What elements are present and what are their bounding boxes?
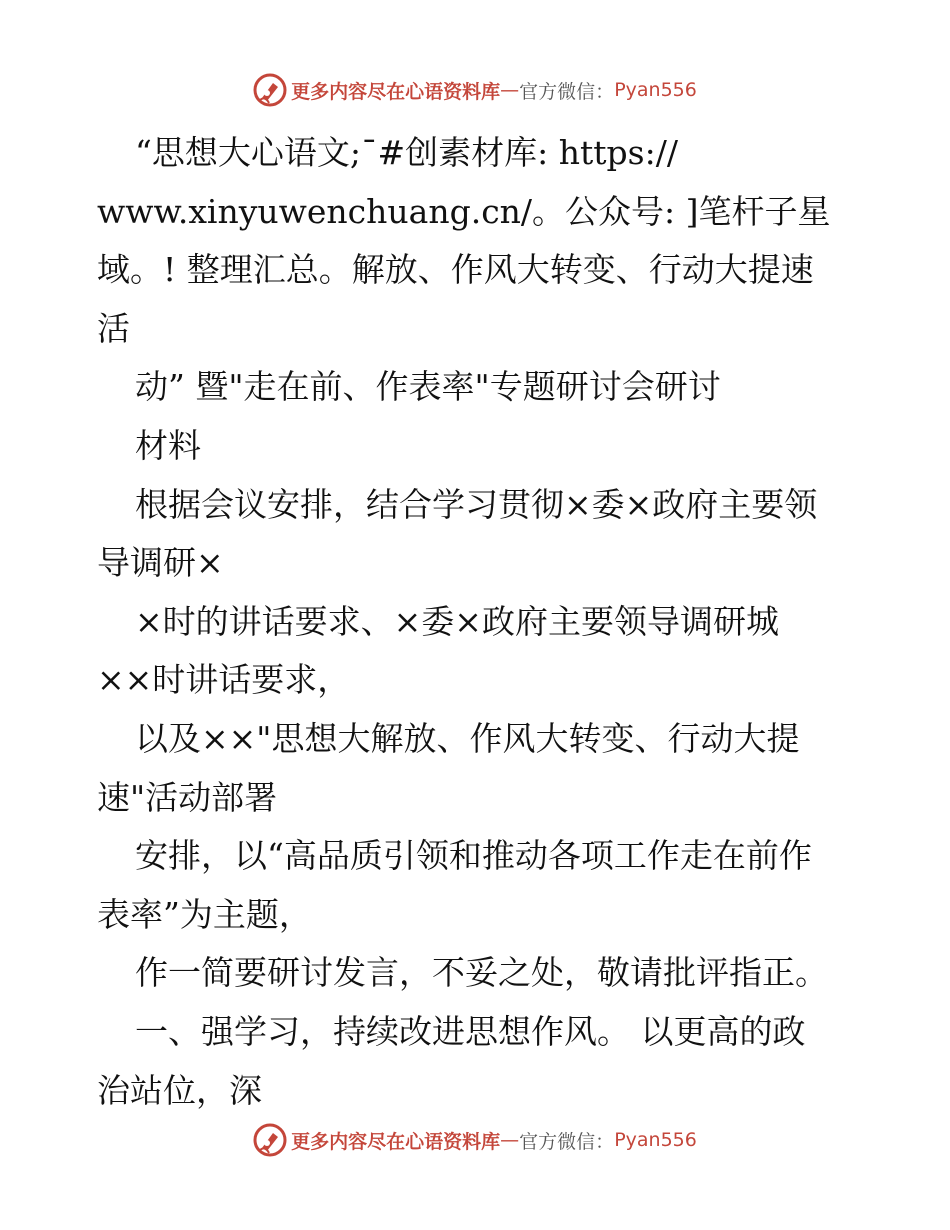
- body-line: 动” 暨"走在前、作表率"专题研讨会研讨: [135, 367, 721, 407]
- banner-dash: —: [500, 1129, 520, 1151]
- body-line: 材料: [135, 425, 201, 465]
- pen-logo-icon: [253, 1123, 287, 1157]
- body-line: www.xinyuwenchuang.cn/。公众号: ]笔杆子星: [97, 191, 831, 231]
- footer-banner: [0, 1122, 950, 1158]
- body-line: 域。! 整理汇总。解放、作风大转变、行动大提速: [97, 250, 814, 290]
- body-line: 表率”为主题，: [97, 894, 312, 934]
- body-line: 活: [97, 308, 130, 348]
- body-line: 导调研×: [97, 543, 224, 583]
- banner-wechat-id: Pyan556: [614, 1129, 697, 1151]
- banner-wechat-id: Pyan556: [614, 79, 697, 101]
- pen-logo-icon: [253, 73, 287, 107]
- body-line: 安排，以“高品质引领和推动各项工作走在前作: [135, 836, 812, 876]
- banner-text: 更多内容尽在心语资料库: [291, 80, 501, 103]
- body-line: 根据会议安排，结合学习贯彻×委×政府主要领: [135, 484, 818, 524]
- body-line: ××时讲话要求，: [97, 660, 351, 700]
- banner-dash: —: [500, 79, 520, 101]
- banner-text: 更多内容尽在心语资料库: [291, 1130, 501, 1153]
- banner-official-label: 官方微信：: [519, 1130, 615, 1153]
- document-body: [97, 124, 857, 1120]
- body-line: 一、强学习，持续改进思想作风。 以更高的政: [135, 1011, 806, 1051]
- body-line: “思想大心语文;¯#创素材库: https://: [135, 133, 678, 172]
- header-banner: [0, 72, 950, 108]
- body-line: 作一简要研讨发言，不妥之处，敬请批评指正。: [135, 953, 828, 993]
- body-line: 以及××"思想大解放、作风大转变、行动大提: [135, 718, 800, 758]
- banner-official-label: 官方微信：: [519, 80, 615, 103]
- body-line: 治站位，深: [97, 1070, 262, 1110]
- body-line: ×时的讲话要求、×委×政府主要领导调研城: [135, 601, 779, 641]
- body-line: 速"活动部署: [97, 777, 278, 817]
